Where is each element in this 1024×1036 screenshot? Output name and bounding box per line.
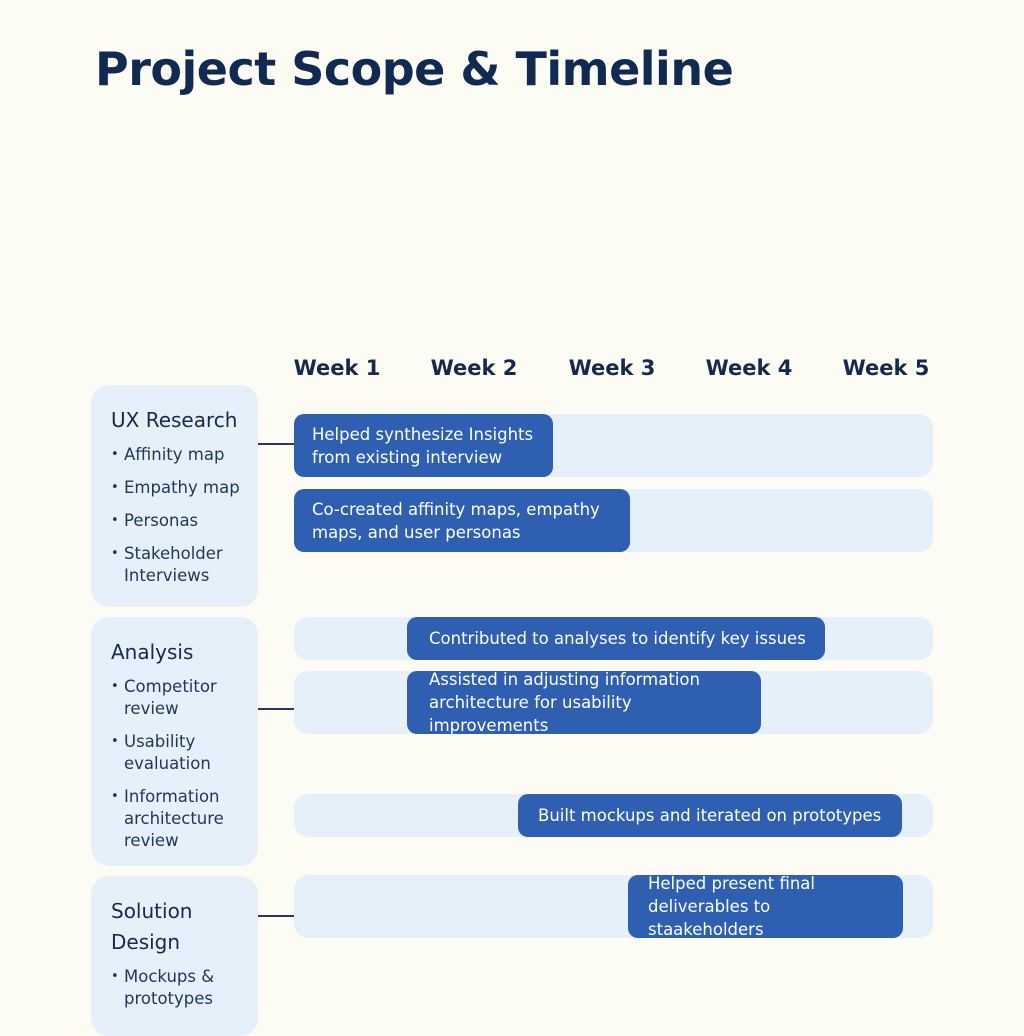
phase-title: Solution Design — [111, 899, 193, 954]
week-header-1: Week 1 — [293, 356, 381, 380]
phase-card-analysis — [91, 617, 258, 866]
phase-item: • Information architecture review — [111, 786, 234, 852]
phase-item: • Competitor review — [111, 676, 224, 720]
week-header-4: Week 4 — [705, 356, 793, 380]
task-bar-synthesize-insights: Helped synthesize Insights from existing interview — [294, 414, 553, 477]
phase-item: • Affinity map — [111, 444, 258, 466]
phase-item: • Usability evaluation — [111, 731, 224, 775]
week-header-5: Week 5 — [842, 356, 930, 380]
task-bar-information-architecture: Assisted in adjusting information architecture for usability improvements — [407, 671, 761, 734]
week-header-3: Week 3 — [568, 356, 656, 380]
task-bar-co-created-maps: Co-created affinity maps, empathy maps, and user personas — [294, 489, 630, 552]
task-bar-mockups-prototypes: Built mockups and iterated on prototypes — [518, 794, 902, 837]
phase-item: • Personas — [111, 510, 258, 532]
phase-title: Analysis — [111, 640, 194, 664]
task-bar-contributed-analyses: Contributed to analyses to identify key issues — [407, 617, 825, 660]
phase-card-ux-research — [91, 385, 258, 607]
connector-line — [258, 708, 294, 710]
phase-title: UX Research — [111, 408, 238, 432]
phase-item: • Stakeholder Interviews — [111, 543, 234, 587]
phase-item: • Mockups & prototypes — [111, 966, 234, 1010]
connector-line — [258, 915, 294, 917]
task-bar-present-deliverables: Helped present final deliverables to staakeholders — [628, 875, 903, 938]
week-header-2: Week 2 — [430, 356, 518, 380]
phase-item: • Empathy map — [111, 477, 258, 499]
connector-line — [258, 443, 294, 445]
phase-card-solution-design — [91, 876, 258, 1036]
page-title: Project Scope & Timeline — [95, 42, 734, 96]
